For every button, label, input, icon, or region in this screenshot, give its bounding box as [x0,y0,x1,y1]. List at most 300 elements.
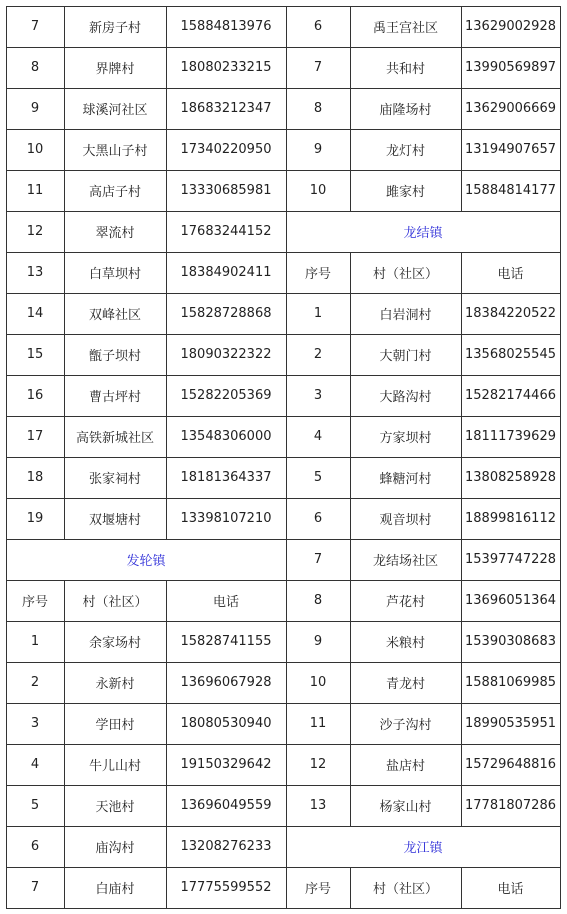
column-border [166,867,167,909]
table-row-village: 芦花村 [385,595,425,610]
table-row-village: 张家祠村 [88,472,141,487]
table-row-phone: 15729648816 [465,757,556,772]
column-border [350,375,351,417]
row-border [6,416,287,417]
column-border [560,47,561,89]
column-border [166,88,167,130]
column-border [286,867,287,909]
row-border [286,662,561,663]
column-border [286,170,287,212]
column-border [286,826,287,868]
row-border [286,252,561,253]
column-border [560,744,561,786]
table-row-number: 19 [26,511,44,526]
table-row-village: 沙子沟村 [379,718,432,733]
table-row-number: 10 [309,675,327,690]
table-row-village: 庙隆场村 [379,103,432,118]
column-border [461,539,462,581]
column-border [166,826,167,868]
table-row-number: 9 [313,142,323,157]
column-border [6,129,7,171]
row-border [6,867,287,868]
column-border [560,416,561,458]
column-border [461,867,462,909]
table-row-number: 9 [30,101,40,116]
column-border [461,47,462,89]
table-row-village: 庙沟村 [95,841,135,856]
table-row-phone: 15884814177 [465,183,556,198]
table-row-number: 6 [313,19,323,34]
column-border [64,580,65,622]
row-border [286,621,561,622]
column-border [560,457,561,499]
column-border [350,662,351,704]
row-border [6,293,287,294]
town-title: 龙江镇 [403,841,443,856]
row-border [6,211,287,212]
column-border [286,129,287,171]
table-row-phone: 13629006669 [465,101,556,116]
table-row-village: 新房子村 [88,21,141,36]
column-border [166,457,167,499]
column-border [350,580,351,622]
table-row-number: 10 [309,183,327,198]
table-row-phone: 18683212347 [180,101,272,116]
row-border [286,47,561,48]
table-row-village: 观音坝村 [379,513,432,528]
row-border [286,703,561,704]
table-row-number: 5 [313,470,323,485]
table-row-phone: 15282205369 [180,388,272,403]
row-border [286,170,561,171]
table-row-village: 双堰塘村 [88,513,141,528]
column-border [286,252,287,294]
table-row-number: 8 [30,60,40,75]
column-border [461,785,462,827]
table-row-village: 牛儿山村 [88,759,141,774]
table-header-phone: 电话 [497,267,524,282]
table-row-phone: 17781807286 [465,798,556,813]
column-border [286,539,287,581]
column-border [6,6,7,48]
row-border [286,867,561,868]
table-row-phone: 13330685981 [180,183,272,198]
table-row-village: 禹王宫社区 [372,21,438,36]
column-border [350,703,351,745]
row-border [286,334,561,335]
table-row-village: 余家场村 [88,636,141,651]
table-row-village: 盐店村 [385,759,425,774]
column-border [166,170,167,212]
table-row-phone: 13808258928 [465,470,556,485]
table-row-phone: 18080530940 [180,716,272,731]
table-row-village: 大朝门村 [379,349,432,364]
table-row-village: 天池村 [95,800,135,815]
column-border [560,785,561,827]
column-border [350,867,351,909]
column-border [166,293,167,335]
column-border [461,744,462,786]
column-border [64,867,65,909]
column-border [64,416,65,458]
table-row-village: 高铁新城社区 [75,431,154,446]
table-row-phone: 13629002928 [465,19,556,34]
column-border [166,498,167,540]
table-row-village: 双峰社区 [88,308,141,323]
row-border [286,375,561,376]
column-border [166,703,167,745]
table-row-number: 11 [309,716,327,731]
table-header-number: 序号 [21,595,48,610]
column-border [286,621,287,663]
column-border [64,826,65,868]
table-row-number: 13 [309,798,327,813]
column-border [350,457,351,499]
table-row-phone: 18080233215 [180,60,272,75]
column-border [6,826,7,868]
row-border [286,6,561,7]
table-row-number: 2 [30,675,40,690]
row-border [6,539,287,540]
table-row-number: 12 [309,757,327,772]
column-border [6,252,7,294]
column-border [350,88,351,130]
table-row-number: 2 [313,347,323,362]
column-border [560,88,561,130]
column-border [286,498,287,540]
column-border [286,375,287,417]
table-row-number: 5 [30,798,40,813]
table-row-phone: 15282174466 [465,388,556,403]
row-border [286,457,561,458]
table-row-phone: 18384220522 [465,306,556,321]
row-border [6,252,287,253]
column-border [286,47,287,89]
table-row-village: 杨家山村 [379,800,432,815]
table-row-phone: 15828741155 [180,634,272,649]
column-border [286,785,287,827]
column-border [560,621,561,663]
table-header-village: 村（社区） [372,267,438,282]
column-border [64,6,65,48]
row-border [286,744,561,745]
table-row-phone: 17683244152 [180,224,272,239]
table-row-number: 1 [313,306,323,321]
column-border [6,293,7,335]
column-border [560,703,561,745]
row-border [286,293,561,294]
row-border [286,416,561,417]
table-row-phone: 19150329642 [180,757,272,772]
column-border [461,416,462,458]
column-border [6,662,7,704]
column-border [64,621,65,663]
column-border [560,539,561,581]
town-title: 龙结镇 [403,226,443,241]
row-border [6,457,287,458]
column-border [461,252,462,294]
table-header-phone: 电话 [212,595,239,610]
row-border [6,744,287,745]
table-row-village: 翠流村 [95,226,135,241]
column-border [350,252,351,294]
column-border [286,580,287,622]
column-border [6,375,7,417]
table-row-village: 蜂糖河村 [379,472,432,487]
table-row-village: 甑子坝村 [88,349,141,364]
table-row-phone: 15828728868 [180,306,272,321]
column-border [560,498,561,540]
table-row-phone: 13208276233 [180,839,272,854]
column-border [64,47,65,89]
table-row-phone: 15390308683 [465,634,556,649]
table-header-number: 序号 [304,882,331,897]
table-row-village: 界牌村 [95,62,135,77]
table-row-number: 12 [26,224,44,239]
table-header-number: 序号 [304,267,331,282]
table-row-number: 3 [30,716,40,731]
table-row-number: 7 [30,19,40,34]
column-border [461,375,462,417]
table-row-phone: 18181364337 [180,470,272,485]
row-border [6,47,287,48]
column-border [166,580,167,622]
column-border [166,47,167,89]
column-border [461,293,462,335]
column-border [64,170,65,212]
table-row-phone: 13548306000 [180,429,272,444]
column-border [560,252,561,294]
column-border [461,580,462,622]
column-border [350,293,351,335]
table-row-phone: 15884813976 [180,19,272,34]
column-border [6,47,7,89]
table-row-village: 曹古坪村 [88,390,141,405]
column-border [6,621,7,663]
table-row-number: 13 [26,265,44,280]
town-title: 发轮镇 [126,554,166,569]
table-row-village: 方家坝村 [379,431,432,446]
column-border [350,785,351,827]
table-row-village: 白草坝村 [88,267,141,282]
column-border [350,170,351,212]
table-row-phone: 13696049559 [180,798,272,813]
column-border [286,416,287,458]
table-row-number: 6 [30,839,40,854]
column-border [6,211,7,253]
column-border [560,293,561,335]
column-border [166,744,167,786]
table-row-village: 高店子村 [88,185,141,200]
row-border [286,211,561,212]
table-row-number: 8 [313,101,323,116]
column-border [64,252,65,294]
column-border [166,375,167,417]
table-row-number: 11 [26,183,44,198]
column-border [350,539,351,581]
table-row-number: 10 [26,142,44,157]
column-border [6,703,7,745]
column-border [286,211,287,253]
column-border [461,6,462,48]
table-row-number: 1 [30,634,40,649]
row-border [6,908,287,909]
column-border [166,6,167,48]
column-border [166,662,167,704]
column-border [286,88,287,130]
column-border [560,662,561,704]
column-border [6,416,7,458]
column-border [6,539,7,581]
column-border [286,6,287,48]
table-row-village: 龙结场社区 [372,554,438,569]
column-border [286,334,287,376]
row-border [286,88,561,89]
column-border [461,703,462,745]
row-border [6,498,287,499]
table-row-number: 18 [26,470,44,485]
table-row-number: 17 [26,429,44,444]
column-border [166,252,167,294]
table-row-village: 白庙村 [95,882,135,897]
row-border [6,375,287,376]
table-header-phone: 电话 [497,882,524,897]
table-row-village: 青龙村 [385,677,425,692]
column-border [64,293,65,335]
table-row-phone: 17775599552 [180,880,272,895]
row-border [6,129,287,130]
column-border [64,703,65,745]
table-row-village: 学田村 [95,718,135,733]
table-row-number: 3 [313,388,323,403]
column-border [286,744,287,786]
column-border [461,457,462,499]
row-border [286,785,561,786]
row-border [286,539,561,540]
column-border [166,334,167,376]
row-border [6,826,287,827]
column-border [6,744,7,786]
table-row-phone: 18899816112 [465,511,556,526]
column-border [560,6,561,48]
table-row-village: 米粮村 [385,636,425,651]
column-border [560,867,561,909]
column-border [64,457,65,499]
column-border [6,334,7,376]
table-row-phone: 18990535951 [465,716,556,731]
column-border [461,88,462,130]
table-row-number: 15 [26,347,44,362]
column-border [286,703,287,745]
column-border [560,211,561,253]
column-border [64,375,65,417]
column-border [350,129,351,171]
column-border [560,129,561,171]
row-border [6,88,287,89]
column-border [350,621,351,663]
column-border [560,334,561,376]
table-row-phone: 13990569897 [465,60,556,75]
table-row-village: 龙灯村 [385,144,425,159]
column-border [350,744,351,786]
table-row-number: 6 [313,511,323,526]
table-row-phone: 13194907657 [465,142,556,157]
row-border [6,334,287,335]
column-border [461,129,462,171]
column-border [6,88,7,130]
table-row-phone: 18090322322 [180,347,272,362]
column-border [350,47,351,89]
row-border [6,170,287,171]
column-border [6,498,7,540]
column-border [350,498,351,540]
column-border [166,621,167,663]
column-border [64,785,65,827]
table-row-phone: 17340220950 [180,142,272,157]
row-border [6,703,287,704]
column-border [166,416,167,458]
column-border [64,211,65,253]
table-row-phone: 13696051364 [465,593,556,608]
column-border [560,580,561,622]
column-border [286,457,287,499]
table-row-village: 大黑山子村 [82,144,148,159]
column-border [461,662,462,704]
row-border [286,908,561,909]
column-border [6,867,7,909]
table-row-number: 4 [30,757,40,772]
row-border [286,826,561,827]
row-border [6,580,287,581]
table-row-number: 7 [313,60,323,75]
table-row-number: 16 [26,388,44,403]
table-row-number: 4 [313,429,323,444]
table-row-number: 8 [313,593,323,608]
column-border [6,580,7,622]
table-row-phone: 15397747228 [465,552,556,567]
column-border [166,785,167,827]
table-row-phone: 13696067928 [180,675,272,690]
row-border [6,785,287,786]
table-row-phone: 13568025545 [465,347,556,362]
column-border [166,211,167,253]
table-row-number: 7 [313,552,323,567]
table-row-village: 球溪河社区 [82,103,148,118]
column-border [64,129,65,171]
table-row-phone: 15881069985 [465,675,556,690]
column-border [64,334,65,376]
table-row-number: 9 [313,634,323,649]
table-header-village: 村（社区） [372,882,438,897]
row-border [286,129,561,130]
table-row-village: 雎家村 [385,185,425,200]
column-border [560,826,561,868]
row-border [286,498,561,499]
row-border [6,662,287,663]
column-border [461,334,462,376]
table-row-village: 大路沟村 [379,390,432,405]
column-border [6,785,7,827]
column-border [64,88,65,130]
table-header-village: 村（社区） [82,595,148,610]
column-border [6,457,7,499]
column-border [350,416,351,458]
column-border [166,129,167,171]
column-border [64,744,65,786]
table-row-phone: 18384902411 [180,265,272,280]
table-row-village: 白岩洞村 [379,308,432,323]
row-border [286,580,561,581]
